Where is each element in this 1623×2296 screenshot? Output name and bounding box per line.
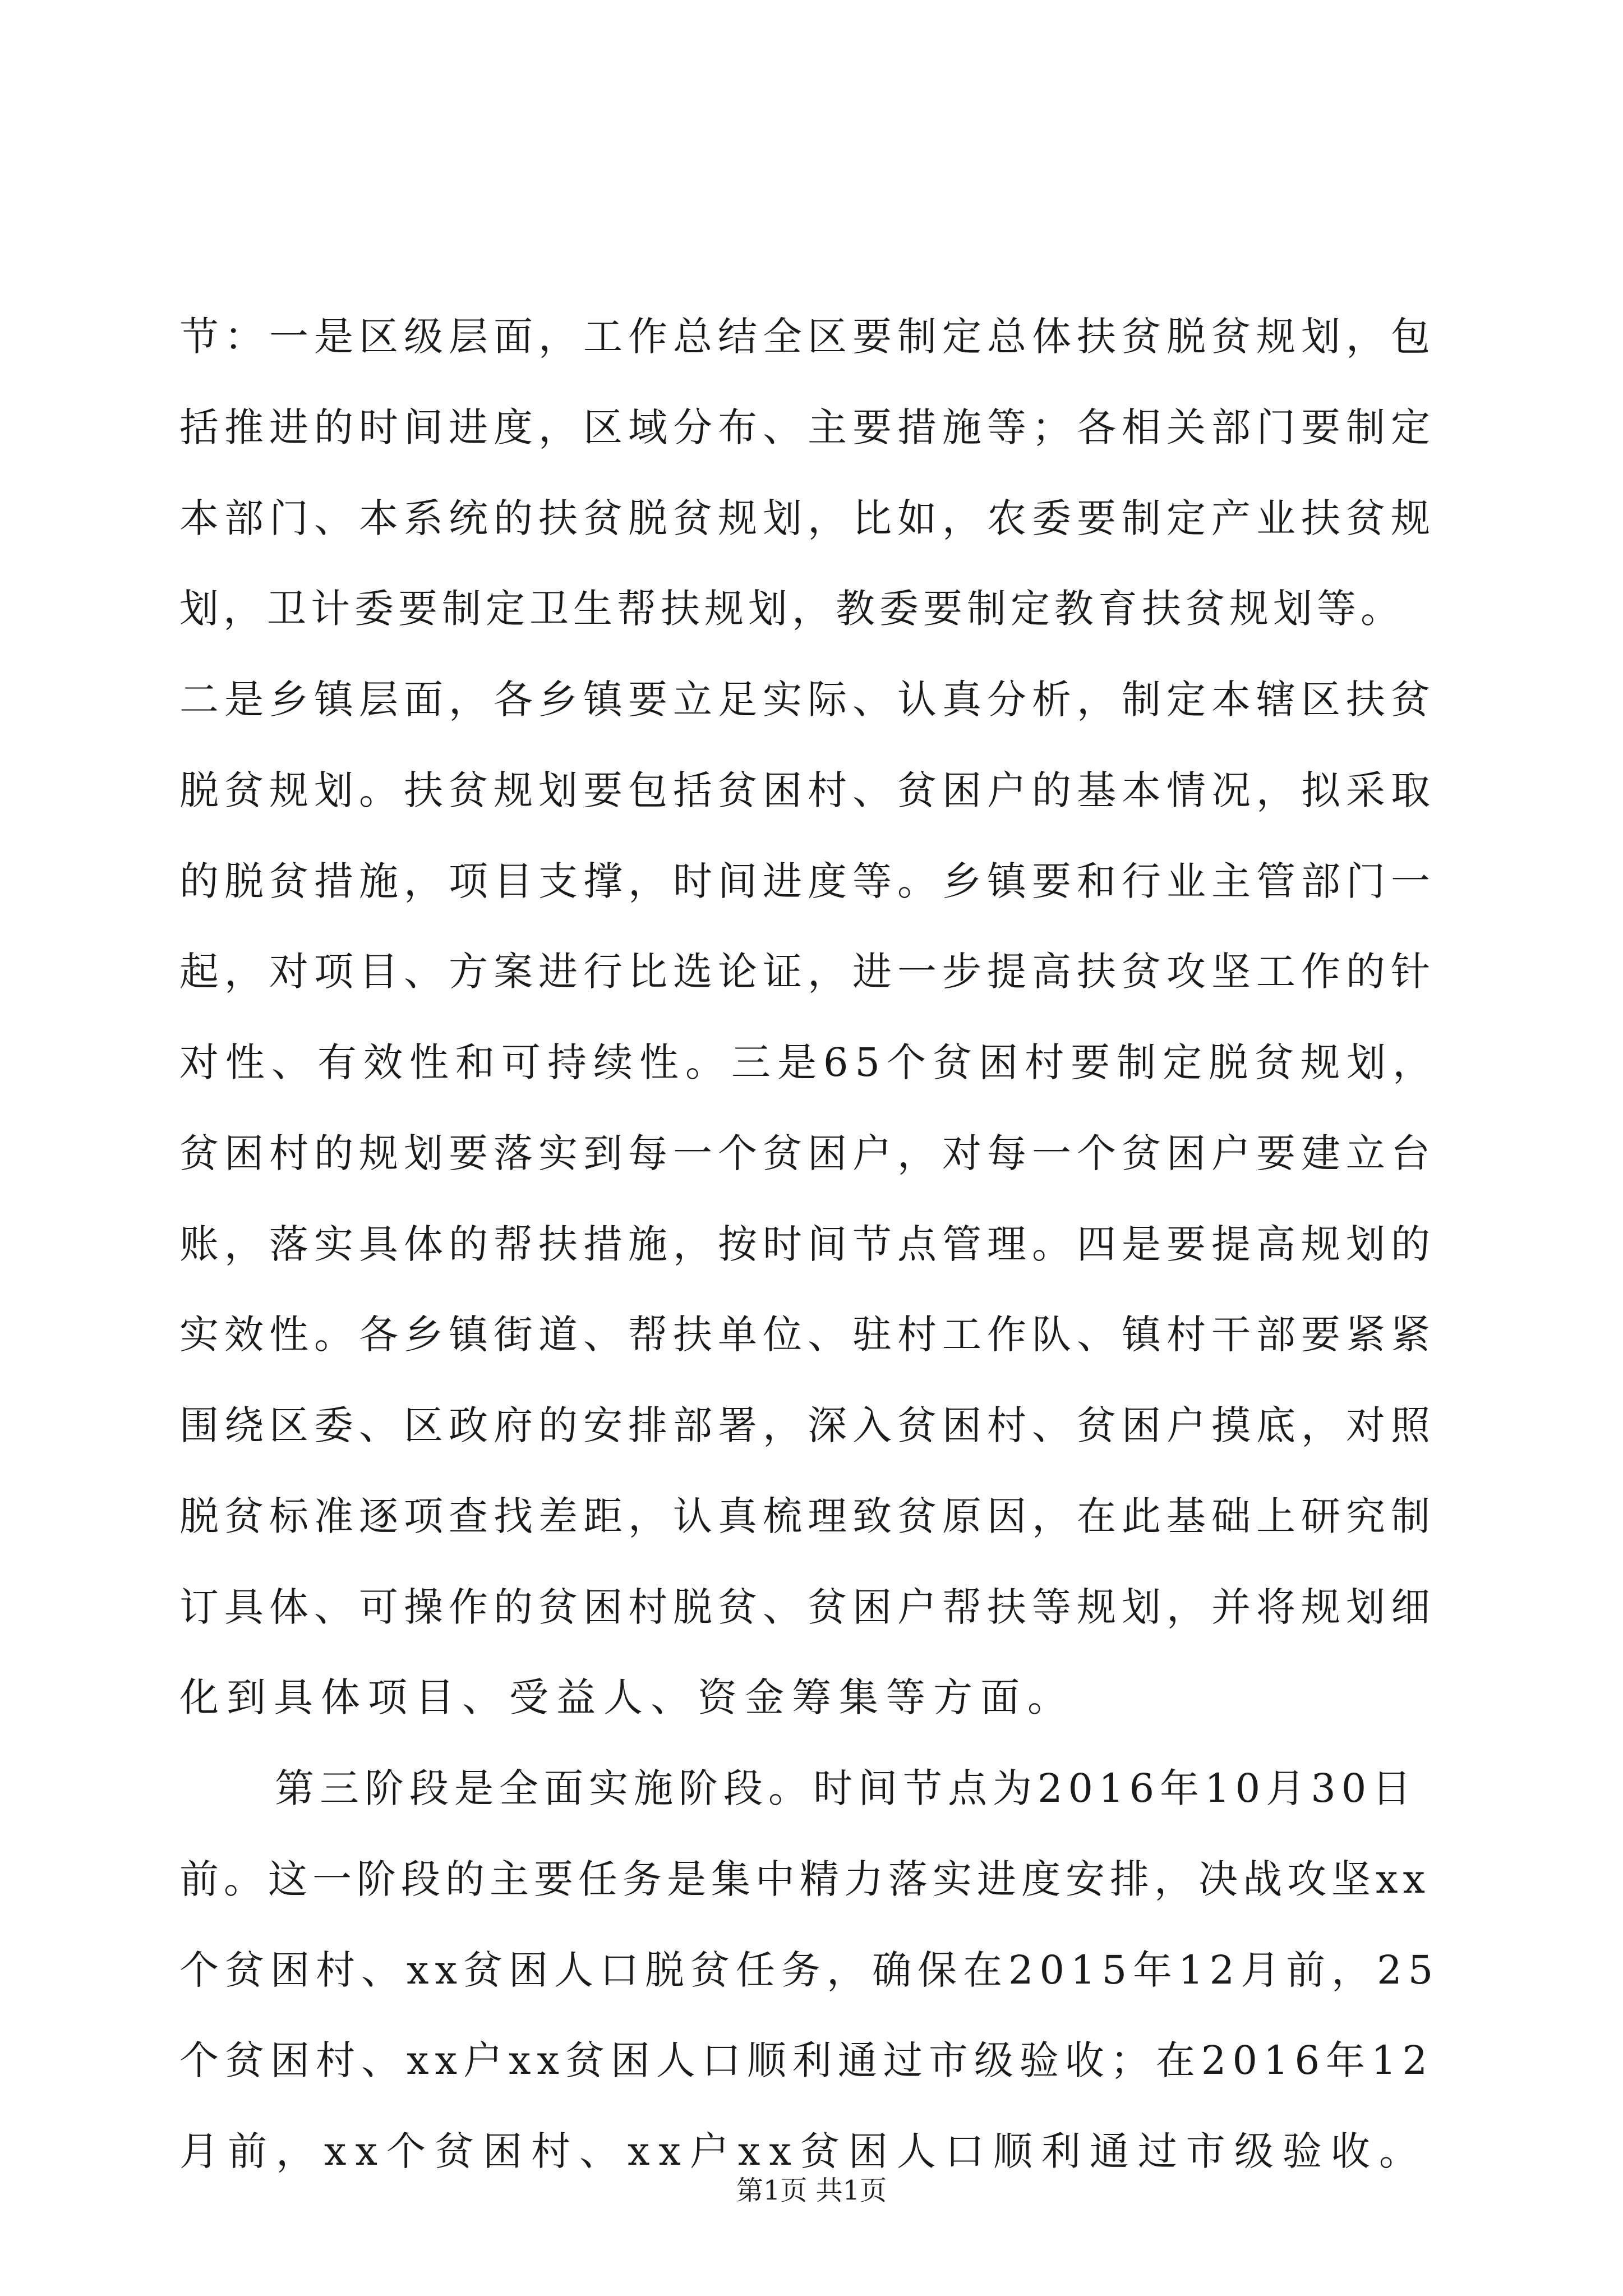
text-line: 对性、有效性和可持续性。三是65个贫困村要制定脱贫规划， bbox=[179, 1039, 1439, 1085]
text-line: 的脱贫措施，项目支撑，时间进度等。乡镇要和行业主管部门一 bbox=[179, 858, 1436, 904]
text-line: 围绕区委、区政府的安排部署，深入贫困村、贫困户摸底，对照 bbox=[179, 1402, 1436, 1448]
text-line: 实效性。各乡镇街道、帮扶单位、驻村工作队、镇村干部要紧紧 bbox=[179, 1312, 1436, 1358]
text-line: 脱贫标准逐项查找差距，认真梳理致贫原因，在此基础上研究制 bbox=[179, 1493, 1436, 1539]
text-line: 个贫困村、xx户xx贫困人口顺利通过市级验收；在2016年12 bbox=[179, 2037, 1434, 2083]
text-line: 本部门、本系统的扶贫脱贫规划，比如，农委要制定产业扶贫规 bbox=[179, 495, 1436, 541]
page-footer: 第1页 共1页 bbox=[736, 2175, 887, 2206]
text-line: 脱贫规划。扶贫规划要包括贫困村、贫困户的基本情况，拟采取 bbox=[179, 767, 1436, 813]
text-line: 括推进的时间进度，区域分布、主要措施等；各相关部门要制定 bbox=[179, 404, 1436, 450]
text-line: 起，对项目、方案进行比选论证，进一步提高扶贫攻坚工作的针 bbox=[179, 949, 1436, 995]
text-line: 节：一是区级层面，工作总结全区要制定总体扶贫脱贫规划，包 bbox=[179, 314, 1436, 360]
text-line: 贫困村的规划要落实到每一个贫困户，对每一个贫困户要建立台 bbox=[179, 1130, 1436, 1176]
text-line: 月前，xx个贫困村、xx户xx贫困人口顺利通过市级验收。 bbox=[179, 2128, 1427, 2174]
text-line: 划，卫计委要制定卫生帮扶规划，教委要制定教育扶贫规划等。 bbox=[179, 586, 1404, 632]
text-line: 二是乡镇层面，各乡镇要立足实际、认真分析，制定本辖区扶贫 bbox=[179, 677, 1436, 723]
text-line: 订具体、可操作的贫困村脱贫、贫困户帮扶等规划，并将规划细 bbox=[179, 1584, 1436, 1630]
text-line: 化到具体项目、受益人、资金筹集等方面。 bbox=[179, 1674, 1075, 1720]
text-line: 个贫困村、xx贫困人口脱贫任务，确保在2015年12月前，25 bbox=[179, 1947, 1440, 1993]
paragraph-start-line: 第三阶段是全面实施阶段。时间节点为2016年10月30日 bbox=[275, 1765, 1417, 1811]
text-line: 账，落实具体的帮扶措施，按时间节点管理。四是要提高规划的 bbox=[179, 1221, 1436, 1267]
text-line: 前。这一阶段的主要任务是集中精力落实进度安排，决战攻坚xx bbox=[179, 1856, 1430, 1902]
